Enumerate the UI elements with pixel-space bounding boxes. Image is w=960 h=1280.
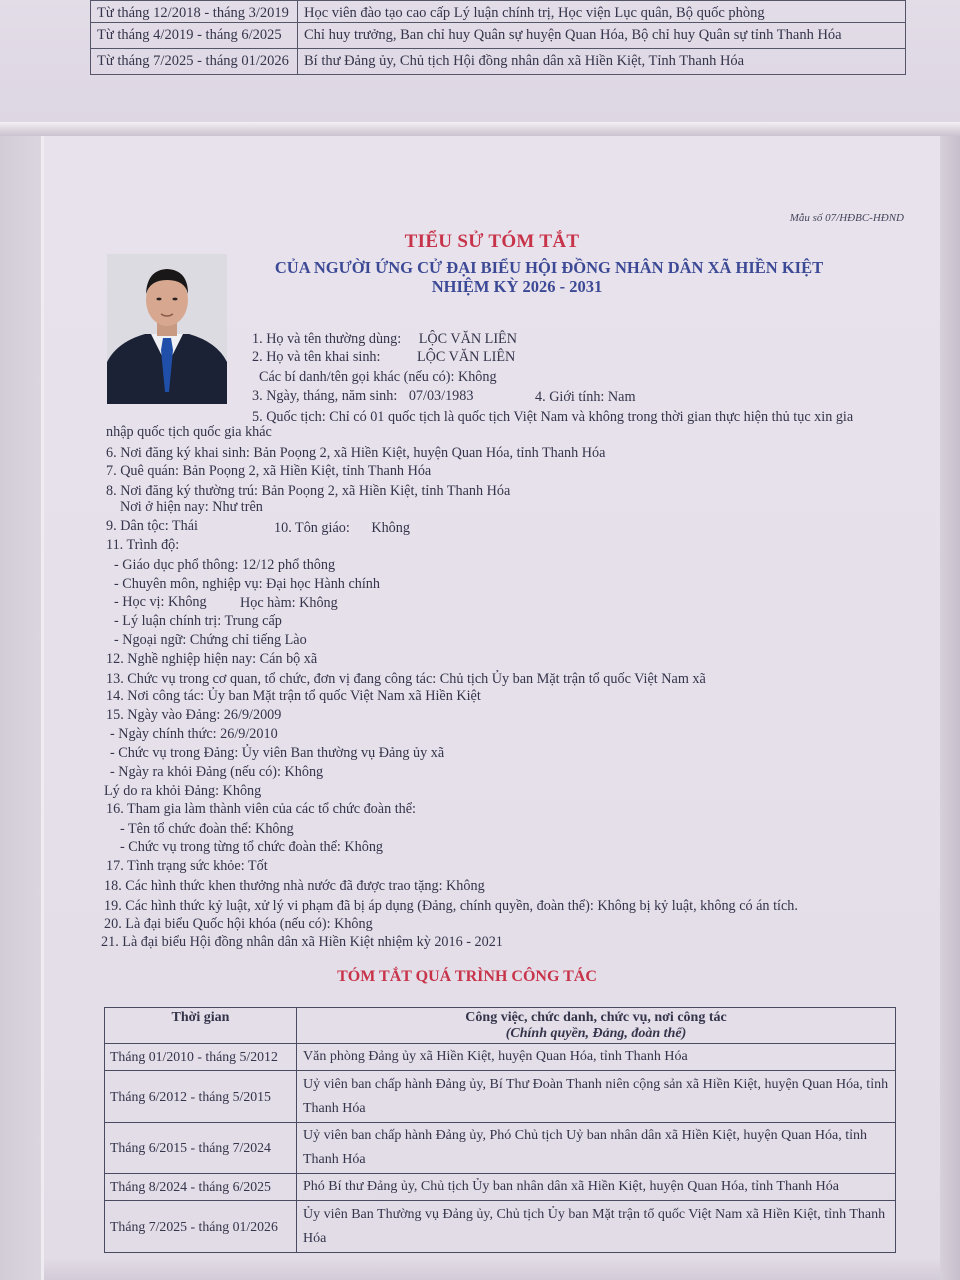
bio-discipline: 19. Các hình thức kỷ luật, xử lý vi phạm đã bị áp dụng (Đảng, chính quyền, đoàn thể): Không bị kỷ luật, không có án tích. xyxy=(104,898,798,914)
table-cell-time: Từ tháng 4/2019 - tháng 6/2025 xyxy=(91,23,298,49)
table-cell-desc: Ủy viên Ban Thường vụ Đảng ủy, Chủ tịch Ủy ban Mặt trận tổ quốc Việt Nam xã Hiền Kiệt, tỉnh Thanh Hóa xyxy=(297,1201,896,1253)
bio-general-education: - Giáo dục phổ thông: 12/12 phổ thông xyxy=(114,557,336,573)
table-row xyxy=(105,1071,896,1123)
bio-religion xyxy=(274,520,410,537)
bio-common-name xyxy=(252,331,517,348)
right-paper-edge xyxy=(940,136,960,1280)
table-cell-time: Tháng 6/2015 - tháng 7/2024 xyxy=(105,1123,297,1174)
bio-national-assembly: 20. Là đại biểu Quốc hội khóa (nếu có): Không xyxy=(104,916,373,932)
bottom-shadow xyxy=(44,1258,940,1280)
bio-political-theory: - Lý luận chính trị: Trung cấp xyxy=(114,613,282,629)
bio-workplace: 14. Nơi công tác: Ủy ban Mặt trận tổ quốc Việt Nam xã Hiền Kiệt xyxy=(106,688,481,704)
table-cell-time: Từ tháng 7/2025 - tháng 01/2026 xyxy=(91,49,298,75)
bio-party-leave-date: - Ngày ra khỏi Đảng (nếu có): Không xyxy=(110,764,324,780)
column-header-desc xyxy=(297,1008,896,1044)
bio-value: LỘC VĂN LIÊN xyxy=(418,331,517,347)
bio-organization-position: - Chức vụ trong từng tổ chức đoàn thể: Không xyxy=(120,839,384,855)
bio-gender: 4. Giới tính: Nam xyxy=(535,389,636,405)
bio-awards: 18. Các hình thức khen thưởng nhà nước đã được trao tặng: Không xyxy=(104,878,485,894)
table-cell-desc: Uỷ viên ban chấp hành Đảng ủy, Bí Thư Đoàn Thanh niên cộng sản xã Hiền Kiệt, huyện Quan Hóa, tỉnh Thanh Hóa xyxy=(297,1071,896,1123)
bio-party-position: - Chức vụ trong Đảng: Ủy viên Ban thường vụ Đảng ủy xã xyxy=(110,745,445,761)
bio-label: 3. Ngày, tháng, năm sinh: xyxy=(252,388,398,404)
document-subtitle: CỦA NGƯỜI ỨNG CỬ ĐẠI BIỂU HỘI ĐỒNG NHÂN DÂN XÃ HIỀN KIỆT xyxy=(274,258,824,277)
bio-label: 1. Họ và tên thường dùng: xyxy=(252,331,402,347)
bio-occupation: 12. Nghề nghiệp hiện nay: Cán bộ xã xyxy=(106,651,318,667)
table-cell-desc: Văn phòng Đảng ủy xã Hiền Kiệt, huyện Quan Hóa, tỉnh Thanh Hóa xyxy=(297,1044,896,1071)
bio-alias: Các bí danh/tên gọi khác (nếu có): Không xyxy=(259,369,497,385)
table-row xyxy=(91,1,906,23)
table-cell-desc: Phó Bí thư Đảng ủy, Chủ tịch Ủy ban nhân dân xã Hiền Kiệt, huyện Quan Hóa, tỉnh Thanh Hóa xyxy=(297,1174,896,1201)
bio-organizations: 16. Tham gia làm thành viên của các tổ chức đoàn thể: xyxy=(106,801,416,817)
table-cell-time: Từ tháng 12/2018 - tháng 3/2019 xyxy=(91,1,298,23)
bio-specialty: - Chuyên môn, nghiệp vụ: Đại học Hành chính xyxy=(114,576,380,592)
bio-date-of-birth xyxy=(252,388,473,405)
table-row xyxy=(105,1201,896,1253)
bio-current-position: 13. Chức vụ trong cơ quan, tổ chức, đơn vị đang công tác: Chủ tịch Ủy ban Mặt trận tổ quốc Việt Nam xã xyxy=(106,671,706,687)
table-cell-desc: Học viên đào tạo cao cấp Lý luận chính trị, Học viện Lục quân, Bộ quốc phòng xyxy=(298,1,906,23)
bio-current-residence: Nơi ở hiện nay: Như trên xyxy=(120,499,263,515)
bio-organization-name: - Tên tổ chức đoàn thể: Không xyxy=(120,821,294,837)
candidate-portrait-photo xyxy=(107,254,227,404)
bio-party-leave-reason: Lý do ra khỏi Đảng: Không xyxy=(104,783,262,799)
previous-sheet xyxy=(0,0,960,122)
bio-value: LỘC VĂN LIÊN xyxy=(417,349,516,365)
bio-ethnicity: 9. Dân tộc: Thái xyxy=(106,518,198,534)
table-cell-desc: Uỷ viên ban chấp hành Đảng ủy, Phó Chủ tịch Uỷ ban nhân dân xã Hiền Kiệt, huyện Quan Hóa, tỉnh Thanh Hóa xyxy=(297,1123,896,1174)
work-history-title: TÓM TẮT QUÁ TRÌNH CÔNG TÁC xyxy=(337,968,597,985)
bio-party-join-date: 15. Ngày vào Đảng: 26/9/2009 xyxy=(106,707,282,723)
bio-nationality: 5. Quốc tịch: Chỉ có 01 quốc tịch là quốc tịch Việt Nam và không trong thời gian thực hiện thủ tục xin gia xyxy=(252,409,854,425)
bio-birth-name xyxy=(252,349,515,366)
table-cell-time: Tháng 8/2024 - tháng 6/2025 xyxy=(105,1174,297,1201)
previous-work-table xyxy=(90,0,906,75)
bio-party-official-date: - Ngày chính thức: 26/9/2010 xyxy=(110,726,278,742)
bio-foreign-language: - Ngoại ngữ: Chứng chỉ tiếng Lào xyxy=(114,632,307,648)
column-header-desc-line1: Công việc, chức danh, chức vụ, nơi công tác xyxy=(465,1009,727,1025)
table-row xyxy=(91,49,906,75)
column-header-time: Thời gian xyxy=(105,1008,297,1044)
biography-sheet xyxy=(44,136,940,1280)
paper-seam xyxy=(0,122,960,136)
table-cell-desc: Chỉ huy trưởng, Ban chỉ huy Quân sự huyện Quan Hóa, Bộ chỉ huy Quân sự tỉnh Thanh Hóa xyxy=(298,23,906,49)
bio-birth-registration: 6. Nơi đăng ký khai sinh: Bản Poọng 2, xã Hiền Kiệt, huyện Quan Hóa, tỉnh Thanh Hóa xyxy=(106,445,606,461)
table-row xyxy=(105,1123,896,1174)
bio-health: 17. Tình trạng sức khỏe: Tốt xyxy=(106,858,268,874)
table-cell-time: Tháng 01/2010 - tháng 5/2012 xyxy=(105,1044,297,1071)
table-row xyxy=(105,1174,896,1201)
bio-academic-title: Học hàm: Không xyxy=(240,595,338,611)
table-cell-time: Tháng 7/2025 - tháng 01/2026 xyxy=(105,1201,297,1253)
bio-permanent-residence: 8. Nơi đăng ký thường trú: Bản Poọng 2, xã Hiền Kiệt, tỉnh Thanh Hóa xyxy=(106,483,511,499)
bio-value: Không xyxy=(371,520,410,536)
bio-nationality-cont: nhập quốc tịch quốc gia khác xyxy=(106,424,272,440)
bio-value: 07/03/1983 xyxy=(408,388,474,404)
portrait-image xyxy=(107,254,227,404)
table-header-row xyxy=(105,1008,896,1044)
table-cell-time: Tháng 6/2012 - tháng 5/2015 xyxy=(105,1071,297,1123)
work-history-table xyxy=(104,1007,896,1253)
table-cell-desc: Bí thư Đảng ủy, Chủ tịch Hội đồng nhân dân xã Hiền Kiệt, Tỉnh Thanh Hóa xyxy=(298,49,906,75)
column-header-desc-line2: (Chính quyền, Đảng, đoàn thể) xyxy=(505,1025,687,1041)
bio-hometown: 7. Quê quán: Bản Poọng 2, xã Hiền Kiệt, tỉnh Thanh Hóa xyxy=(106,463,432,479)
bio-council-member: 21. Là đại biểu Hội đồng nhân dân xã Hiền Kiệt nhiệm kỳ 2016 - 2021 xyxy=(101,934,503,950)
bio-degree: - Học vị: Không xyxy=(114,594,207,610)
document-term: NHIỆM KỲ 2026 - 2031 xyxy=(431,277,603,296)
table-row xyxy=(105,1044,896,1071)
bio-label: 10. Tôn giáo: xyxy=(274,520,350,536)
form-number: Mẫu số 07/HĐBC-HĐND xyxy=(789,212,904,224)
left-paper-edge xyxy=(0,136,44,1280)
bio-label: 2. Họ và tên khai sinh: xyxy=(252,349,381,365)
table-row xyxy=(91,23,906,49)
bio-education-heading: 11. Trình độ: xyxy=(106,537,180,553)
document-title: TIỂU SỬ TÓM TẮT xyxy=(404,231,580,252)
